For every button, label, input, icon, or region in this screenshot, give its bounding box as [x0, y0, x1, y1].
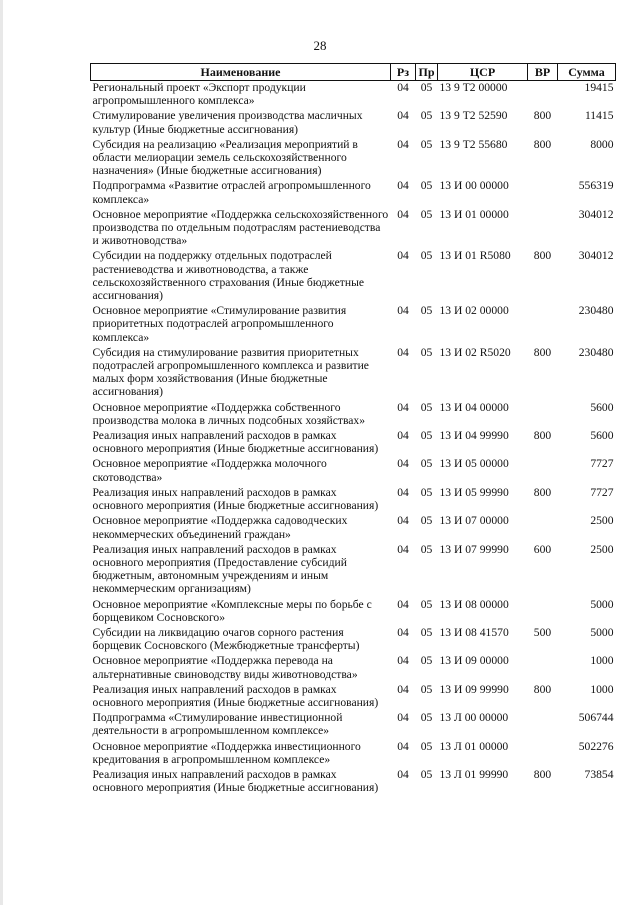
table-header-row	[91, 64, 616, 81]
cell-csr: 13 Л 00 00000	[439, 711, 509, 725]
cell-pr: 05	[420, 207, 433, 221]
cell-vr	[528, 457, 558, 485]
cell-sum: 19415	[584, 81, 614, 94]
cell-csr: 13 И 02 00000	[439, 304, 509, 318]
cell-vr	[528, 208, 558, 250]
cell-rz: 04	[397, 429, 409, 443]
cell-sum: 2500	[590, 542, 614, 556]
cell-vr: 500	[533, 625, 552, 639]
cell-vr	[528, 514, 558, 542]
cell-pr: 05	[420, 542, 433, 556]
header-rz: Рз	[391, 64, 416, 81]
cell-sum: 7727	[590, 485, 614, 499]
cell-pr: 05	[420, 179, 433, 193]
cell-pr: 05	[420, 682, 433, 696]
table-row	[91, 598, 616, 626]
cell-csr: 13 И 05 00000	[439, 457, 509, 471]
cell-sum: 5600	[590, 400, 614, 414]
cell-rz: 04	[397, 207, 409, 221]
cell-sum: 556319	[578, 179, 614, 193]
cell-sum: 230480	[578, 304, 614, 318]
cell-csr: 13 Л 01 00000	[439, 739, 509, 753]
cell-sum: 502276	[578, 739, 614, 753]
cell-pr: 05	[420, 485, 433, 499]
header-vr: ВР	[528, 64, 558, 81]
table-row	[91, 457, 616, 485]
cell-sum: 1000	[590, 654, 614, 668]
cell-sum: 304012	[578, 207, 614, 221]
cell-pr: 05	[420, 429, 433, 443]
cell-rz: 04	[397, 739, 409, 753]
cell-pr: 05	[420, 400, 433, 414]
cell-vr: 800	[533, 767, 552, 781]
table-row	[91, 711, 616, 739]
cell-rz: 04	[397, 345, 409, 359]
cell-pr: 05	[420, 514, 433, 528]
cell-vr: 800	[533, 345, 552, 359]
cell-sum: 1000	[590, 682, 614, 696]
table-row	[91, 429, 616, 457]
cell-name: Субсидия на стимулирование развития приоритетных подотраслей агропромышленного комплекса и развитие малых форм хозяйствования (Иные бюджетные ассигнования)	[92, 345, 369, 399]
cell-vr: 800	[533, 485, 552, 499]
cell-pr: 05	[420, 625, 433, 639]
table-row	[91, 249, 616, 304]
cell-name: Основное мероприятие «Стимулирование развития приоритетных подотраслей агропромышленного комплекса»	[92, 304, 347, 344]
cell-sum: 5000	[590, 597, 614, 611]
cell-vr	[528, 711, 558, 739]
header-pr: Пр	[416, 64, 438, 81]
cell-rz: 04	[397, 179, 409, 193]
cell-pr: 05	[420, 654, 433, 668]
cell-name: Основное мероприятие «Поддержка молочного скотоводства»	[92, 457, 327, 484]
cell-name: Основное мероприятие «Поддержка инвестиционного кредитования в агропромышленном комплексе»	[92, 739, 361, 766]
cell-rz: 04	[397, 457, 409, 471]
cell-csr: 13 И 09 00000	[439, 654, 509, 668]
cell-rz: 04	[397, 109, 409, 123]
cell-pr: 05	[420, 81, 433, 94]
cell-name: Субсидии на поддержку отдельных подотраслей растениеводства и животноводства, а также сельскохозяйственного страхования (Иные бюджетные ассигнования)	[92, 249, 365, 303]
cell-pr: 05	[420, 767, 433, 781]
cell-name: Стимулирование увеличения производства масличных культур (Иные бюджетные ассигнования)	[92, 109, 363, 136]
cell-rz: 04	[397, 137, 409, 151]
cell-csr: 13 9 Т2 55680	[439, 137, 508, 151]
cell-rz: 04	[397, 400, 409, 414]
table-row	[91, 543, 616, 598]
cell-csr: 13 И 01 00000	[439, 207, 509, 221]
table-row	[91, 304, 616, 346]
cell-name: Реализация иных направлений расходов в рамках основного мероприятия (Иные бюджетные ассигнования)	[92, 429, 379, 456]
table-row	[91, 179, 616, 207]
cell-rz: 04	[397, 304, 409, 318]
cell-pr: 05	[420, 597, 433, 611]
cell-rz: 04	[397, 767, 409, 781]
cell-name: Основное мероприятие «Поддержка сельскохозяйственного производства по отдельным подотраслям растениеводства и животноводства»	[92, 207, 389, 248]
cell-csr: 13 И 04 00000	[439, 400, 509, 414]
cell-csr: 13 И 08 00000	[439, 597, 509, 611]
cell-sum: 230480	[578, 345, 614, 359]
cell-vr	[528, 401, 558, 429]
table-row	[91, 401, 616, 429]
cell-csr: 13 9 Т2 52590	[439, 109, 508, 123]
table-row	[91, 486, 616, 514]
table-row	[91, 109, 616, 137]
cell-rz: 04	[397, 625, 409, 639]
table-row	[91, 81, 616, 110]
cell-name: Подпрограмма «Развитие отраслей агропромышленного комплекса»	[92, 179, 371, 206]
cell-name: Региональный проект «Экспорт продукции агропромышленного комплекса»	[92, 81, 306, 108]
cell-name: Субсидии на ликвидацию очагов сорного растения борщевик Сосновского (Межбюджетные трансферты)	[92, 625, 360, 653]
cell-sum: 73854	[584, 767, 614, 781]
cell-csr: 13 И 04 99990	[439, 429, 509, 443]
cell-csr: 13 И 02 R5020	[439, 345, 511, 359]
table-row	[91, 138, 616, 180]
cell-csr: 13 И 07 99990	[439, 542, 509, 556]
cell-rz: 04	[397, 654, 409, 668]
cell-csr: 13 И 05 99990	[439, 485, 509, 499]
cell-vr: 800	[533, 682, 552, 696]
page-number: 28	[313, 38, 327, 53]
cell-rz: 04	[397, 542, 409, 556]
table-row	[91, 346, 616, 401]
cell-pr: 05	[420, 304, 433, 318]
cell-rz: 04	[397, 249, 409, 263]
cell-sum: 2500	[590, 514, 614, 528]
cell-name: Основное мероприятие «Комплексные меры по борьбе с борщевиком Сосновского»	[92, 597, 372, 624]
cell-pr: 05	[420, 711, 433, 725]
cell-sum: 7727	[590, 457, 614, 471]
cell-pr: 05	[420, 249, 433, 263]
table-row	[91, 654, 616, 682]
cell-name: Подпрограмма «Стимулирование инвестиционной деятельности в агропромышленном комплексе»	[92, 711, 343, 738]
cell-csr: 13 И 08 41570	[439, 625, 509, 639]
cell-pr: 05	[420, 739, 433, 753]
cell-vr	[528, 179, 558, 207]
table-row	[91, 768, 616, 796]
cell-vr	[528, 654, 558, 682]
cell-csr: 13 И 09 99990	[439, 682, 509, 696]
cell-sum: 5600	[590, 429, 614, 443]
cell-name: Реализация иных направлений расходов в рамках основного мероприятия (Иные бюджетные ассигнования)	[92, 485, 379, 513]
cell-vr: 800	[533, 249, 552, 263]
cell-vr	[528, 304, 558, 346]
cell-csr: 13 И 00 00000	[439, 179, 509, 193]
table-row	[91, 683, 616, 711]
table-row	[91, 514, 616, 542]
cell-name: Основное мероприятие «Поддержка садоводческих некоммерческих объединений граждан»	[92, 514, 348, 541]
cell-name: Основное мероприятие «Поддержка собственного производства молока в личных подсобных хозяйствах»	[92, 400, 366, 427]
cell-sum: 506744	[578, 711, 614, 725]
header-name: Наименование	[91, 64, 391, 81]
cell-rz: 04	[397, 81, 409, 94]
cell-vr	[528, 740, 558, 768]
cell-rz: 04	[397, 485, 409, 499]
cell-csr: 13 И 01 R5080	[439, 249, 511, 263]
cell-pr: 05	[420, 457, 433, 471]
cell-vr: 800	[533, 109, 552, 123]
cell-sum: 5000	[590, 625, 614, 639]
cell-csr: 13 9 Т2 00000	[439, 81, 508, 94]
cell-rz: 04	[397, 597, 409, 611]
cell-vr	[528, 81, 558, 110]
cell-name: Субсидия на реализацию «Реализация мероприятий в области мелиорации земель сельскохозяйственного назначения» (Иные бюджетные ассигнования)	[92, 137, 358, 178]
cell-vr: 800	[533, 137, 552, 151]
cell-name: Реализация иных направлений расходов в рамках основного мероприятия (Иные бюджетные ассигнования)	[92, 767, 379, 795]
cell-pr: 05	[420, 109, 433, 123]
cell-name: Реализация иных направлений расходов в рамках основного мероприятия (Предоставление субсидий бюджетным, автономным учреждениям и иным некоммерческим организациям)	[92, 542, 347, 596]
cell-vr: 600	[533, 542, 552, 556]
cell-csr: 13 Л 01 99990	[439, 767, 509, 781]
table-row	[91, 740, 616, 768]
cell-sum: 304012	[578, 249, 614, 263]
cell-vr: 800	[533, 429, 552, 443]
cell-name: Реализация иных направлений расходов в рамках основного мероприятия (Иные бюджетные ассигнования)	[92, 682, 379, 709]
cell-rz: 04	[397, 682, 409, 696]
header-csr: ЦСР	[438, 64, 528, 81]
budget-table	[90, 63, 616, 796]
cell-rz: 04	[397, 514, 409, 528]
cell-rz: 04	[397, 711, 409, 725]
cell-pr: 05	[420, 137, 433, 151]
cell-sum: 8000	[590, 137, 614, 151]
cell-name: Основное мероприятие «Поддержка перевода на альтернативные свиноводству виды животноводства»	[92, 654, 358, 681]
table-row	[91, 208, 616, 250]
table-row	[91, 626, 616, 654]
header-sum: Сумма	[558, 64, 616, 81]
cell-csr: 13 И 07 00000	[439, 514, 509, 528]
scan-edge	[0, 0, 3, 905]
cell-sum: 11415	[584, 109, 614, 123]
cell-pr: 05	[420, 345, 433, 359]
cell-vr	[528, 598, 558, 626]
